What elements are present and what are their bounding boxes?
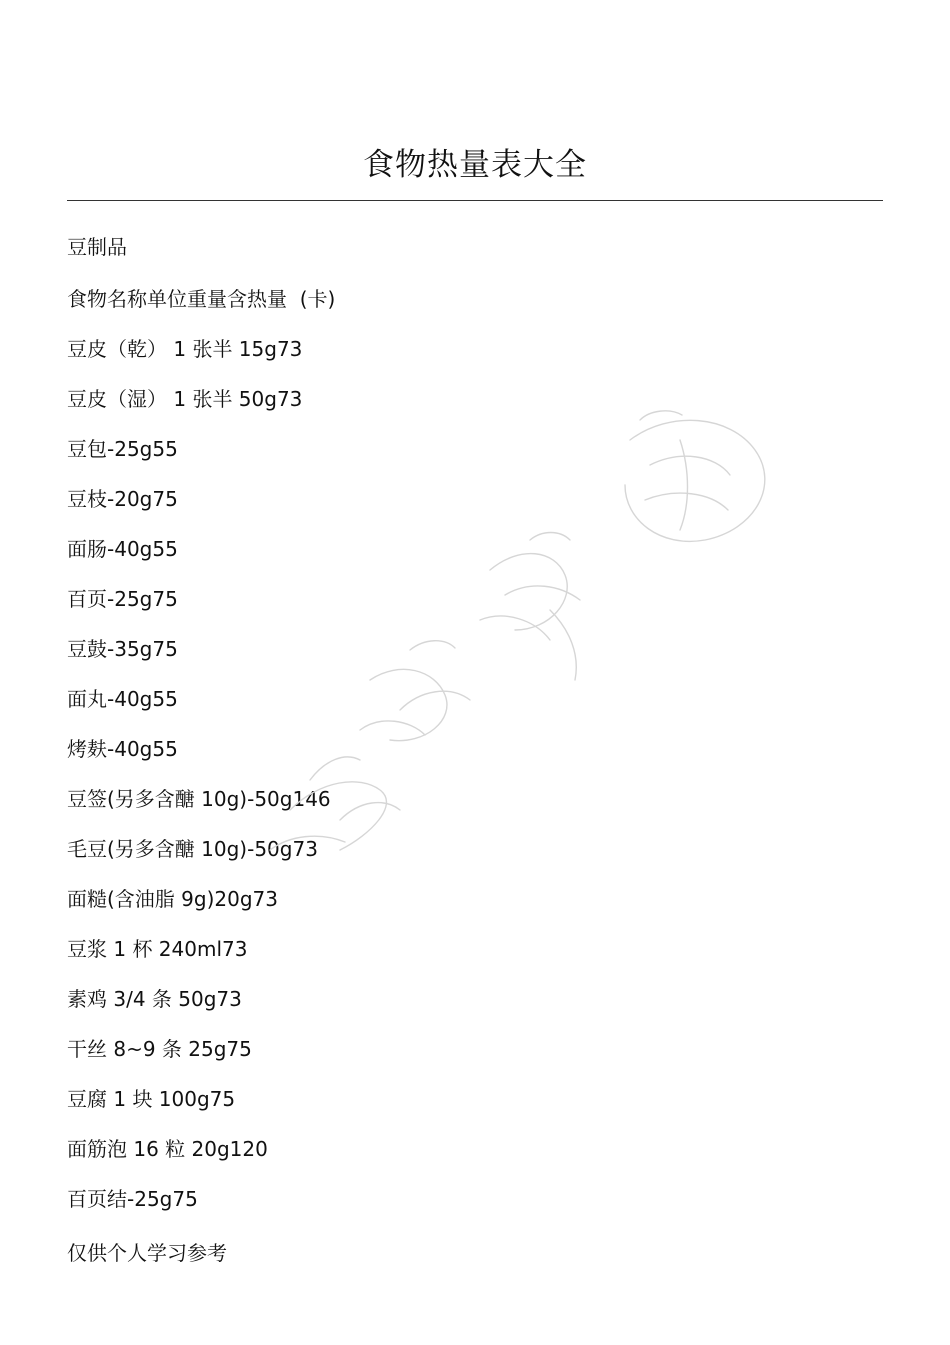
list-item: 百页-25g75 [67,587,178,611]
list-item: 豆浆 1 杯 240ml73 [67,937,248,961]
food-calorie-list [67,285,335,1235]
footer-note: 仅供个人学习参考 [67,1241,227,1265]
list-item: 面糙(含油脂 9g)20g73 [67,887,278,911]
document-title: 食物热量表大全 [363,147,587,183]
list-item: 面筋泡 16 粒 20g120 [67,1137,268,1161]
list-item: 豆枝-20g75 [67,487,178,511]
list-item: 面肠-40g55 [67,537,178,561]
list-item: 烤麸-40g55 [67,737,178,761]
table-header-line: 食物名称单位重量含热量 (卡) [67,287,336,311]
section-heading: 豆制品 [67,235,127,259]
list-item: 豆皮（乾） 1 张半 15g73 [67,337,303,361]
list-item: 豆腐 1 块 100g75 [67,1087,236,1111]
list-item: 毛豆(另多含醣 10g)-50g73 [67,837,318,861]
title-divider [67,200,883,201]
list-item: 百页结-25g75 [67,1187,198,1211]
list-item: 面丸-40g55 [67,687,178,711]
list-item: 豆包-25g55 [67,437,178,461]
list-item: 干丝 8~9 条 25g75 [67,1037,252,1061]
list-item: 豆签(另多含醣 10g)-50g146 [67,787,331,811]
list-item: 素鸡 3/4 条 50g73 [67,987,242,1011]
list-item: 豆鼓-35g75 [67,637,178,661]
list-item: 豆皮（湿） 1 张半 50g73 [67,387,303,411]
